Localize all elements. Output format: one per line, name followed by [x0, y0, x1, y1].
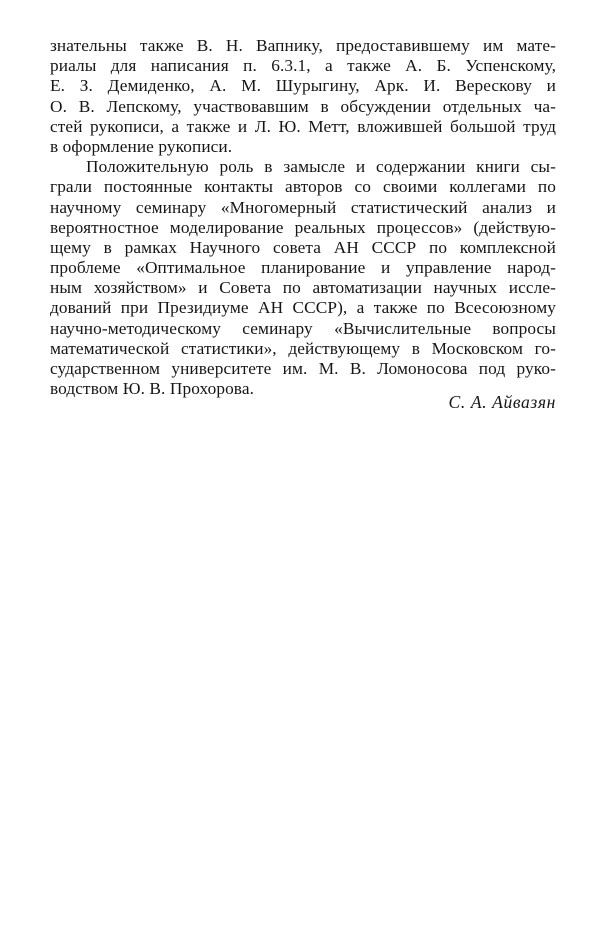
- text-line: знательны также В. Н. Вапнику, предоставившему им мате-: [50, 36, 556, 55]
- text-line: О. В. Лепскому, участвовавшим в обсуждении отдельных ча-: [50, 96, 556, 116]
- text-line: стей рукописи, а также и Л. Ю. Метт, вложившей большой труд: [50, 116, 556, 136]
- text-line: щему в рамках Научного совета АН СССР по комплексной: [50, 237, 556, 257]
- text-line: научному семинару «Многомерный статистический анализ и: [50, 197, 556, 217]
- text-line: сударственном университете им. М. В. Ломоносова под руко-: [50, 359, 556, 378]
- acknowledgement-paragraph-2: [50, 157, 556, 399]
- text-line: грали постоянные контакты авторов со своими коллегами по: [50, 177, 556, 197]
- text-line: вероятностное моделирование реальных процессов» (действую-: [50, 217, 556, 237]
- author-signature: С. А. Айвазян: [448, 392, 556, 412]
- text-line: дований при Президиуме АН СССР), а также по Всесоюзному: [50, 298, 556, 318]
- text-line: Е. З. Демиденко, А. М. Шурыгину, Арк. И. Верескову и: [50, 76, 556, 96]
- document-page: [50, 36, 556, 399]
- text-line: в оформление рукописи.: [50, 136, 233, 156]
- acknowledgement-paragraph-1: [50, 36, 556, 157]
- text-line: математической статистики», действующему в Московском го-: [50, 338, 556, 358]
- text-line: Положительную роль в замысле и содержании книги сы-: [86, 157, 556, 177]
- text-line: риалы для написания п. 6.3.1, а также А. Б. Успенскому,: [50, 56, 556, 76]
- text-line: водством Ю. В. Прохорова.: [50, 379, 255, 399]
- text-line: проблеме «Оптимальное планирование и управление народ-: [50, 258, 556, 278]
- text-line: ным хозяйством» и Совета по автоматизации научных иссле-: [50, 278, 556, 298]
- text-line: научно-методическому семинару «Вычислительные вопросы: [50, 318, 556, 338]
